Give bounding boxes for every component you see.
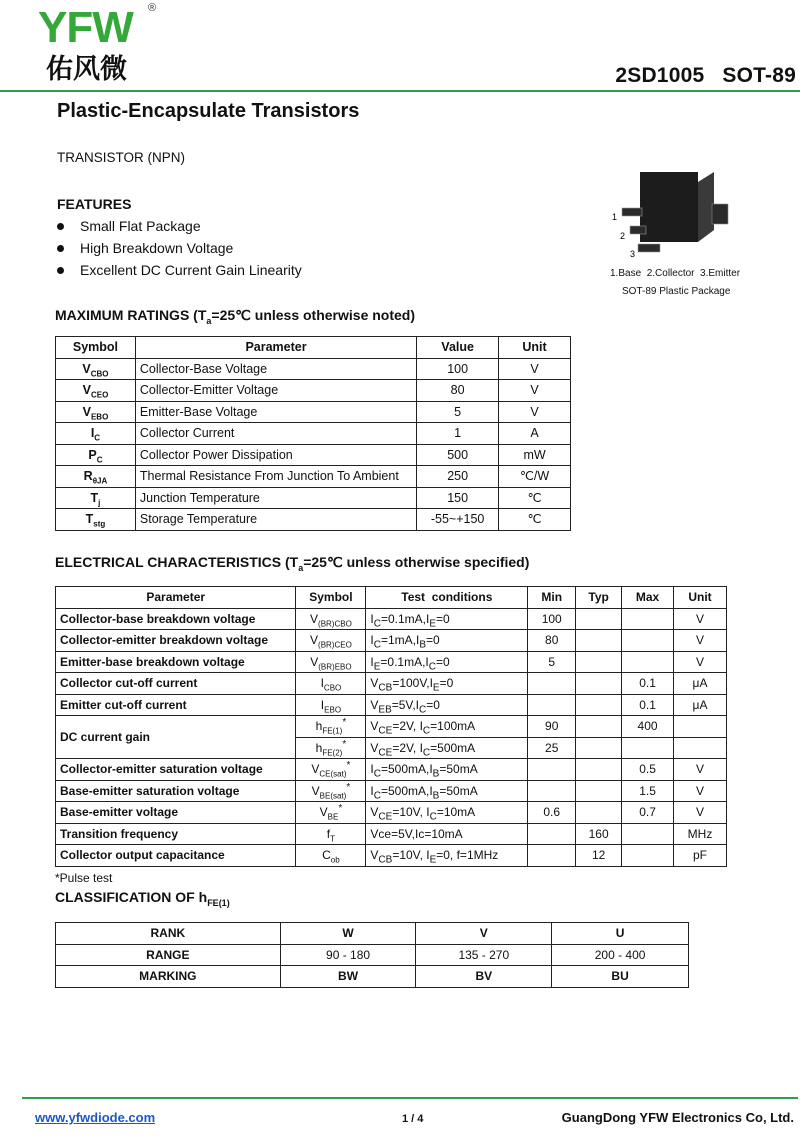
max-cell	[622, 823, 674, 845]
column-header: Value	[417, 337, 499, 359]
min-cell	[528, 759, 576, 781]
typ-cell	[576, 630, 622, 652]
parameter-cell: Collector cut-off current	[56, 673, 296, 695]
symbol-cell: $T_{stg}$	[56, 509, 136, 531]
parameter-cell: DC current gain	[56, 716, 296, 759]
unit-cell	[674, 716, 727, 738]
pin-3-lead	[638, 244, 660, 252]
value-cell: 500	[417, 444, 499, 466]
column-header: Test conditions	[366, 587, 528, 609]
feature-item: High Breakdown Voltage	[57, 240, 233, 256]
max-cell: 0.1	[622, 694, 674, 716]
symbol-cell: $f_T$	[296, 823, 366, 845]
value-cell: -55~+150	[417, 509, 499, 531]
condition-cell: $V_{CE}=10V$, $I_C=10mA$	[366, 802, 528, 824]
column-header: V	[416, 923, 552, 945]
pin-3-label: 3	[630, 249, 636, 259]
max-cell	[622, 651, 674, 673]
symbol-cell: $R_{\theta JA}$	[56, 466, 136, 488]
table-row	[56, 845, 727, 867]
column-header: Min	[528, 587, 576, 609]
package-body	[640, 172, 698, 242]
classification-heading: CLASSIFICATION OF $h_{FE(1)}$	[55, 889, 230, 908]
min-cell: 100	[528, 608, 576, 630]
unit-cell: V	[674, 608, 727, 630]
features-heading: FEATURES	[57, 196, 132, 212]
symbol-cell: $T_j$	[56, 487, 136, 509]
page-title: Plastic-Encapsulate Transistors	[57, 100, 360, 122]
condition-cell: $I_C=500mA,I_B=50mA$	[366, 759, 528, 781]
unit-cell: mW	[499, 444, 571, 466]
table-row	[56, 358, 571, 380]
max-cell: 0.1	[622, 673, 674, 695]
min-cell	[528, 823, 576, 845]
condition-cell: $I_C=1mA,I_B=0$	[366, 630, 528, 652]
symbol-cell: $V_{BE(sat)}^*$	[296, 780, 366, 802]
classification-cell: 200 - 400	[552, 944, 689, 966]
website-link[interactable]: www.yfwdiode.com	[35, 1110, 156, 1125]
min-cell: 90	[528, 716, 576, 738]
unit-cell: ℃	[499, 487, 571, 509]
feature-item: Excellent DC Current Gain Linearity	[57, 262, 302, 278]
classification-cell: 90 - 180	[280, 944, 416, 966]
symbol-cell: $P_C$	[56, 444, 136, 466]
parameter-cell: Collector-Emitter Voltage	[135, 380, 416, 402]
max-cell: 0.7	[622, 802, 674, 824]
value-cell: 1	[417, 423, 499, 445]
header-rule	[0, 90, 800, 92]
table-row	[56, 716, 727, 738]
classification-cell: 135 - 270	[416, 944, 552, 966]
condition-cell: $V_{CB}=10V$, $I_E=0$, f=1MHz	[366, 845, 528, 867]
table-row	[56, 759, 727, 781]
parameter-cell: Collector output capacitance	[56, 845, 296, 867]
parameter-cell: Collector Current	[135, 423, 416, 445]
condition-cell: $I_C=500mA,I_B=50mA$	[366, 780, 528, 802]
typ-cell	[576, 673, 622, 695]
footer-rule	[22, 1097, 798, 1099]
classification-cell: RANGE	[56, 944, 281, 966]
parameter-cell: Emitter cut-off current	[56, 694, 296, 716]
typ-cell	[576, 651, 622, 673]
table-header-row	[56, 923, 689, 945]
unit-cell: μA	[674, 694, 727, 716]
pulse-test-note: *Pulse test	[55, 871, 113, 885]
column-header: RANK	[56, 923, 281, 945]
max-cell	[622, 845, 674, 867]
symbol-cell: $V_{CE(sat)}^*$	[296, 759, 366, 781]
package-caption: SOT-89 Plastic Package	[622, 286, 731, 297]
column-header: Unit	[674, 587, 727, 609]
column-header: Typ	[576, 587, 622, 609]
parameter-cell: Thermal Resistance From Junction To Ambient	[135, 466, 416, 488]
typ-cell	[576, 802, 622, 824]
symbol-cell: $C_{ob}$	[296, 845, 366, 867]
table-row	[56, 630, 727, 652]
value-cell: 150	[417, 487, 499, 509]
max-ratings-heading: MAXIMUM RATINGS ($T_a=25℃$ unless otherwise noted)	[55, 307, 416, 326]
parameter-cell: Collector-Base Voltage	[135, 358, 416, 380]
condition-cell: $I_C=0.1mA,I_E=0$	[366, 608, 528, 630]
typ-cell	[576, 694, 622, 716]
unit-cell: pF	[674, 845, 727, 867]
min-cell: 80	[528, 630, 576, 652]
unit-cell	[674, 737, 727, 759]
min-cell: 5	[528, 651, 576, 673]
table-row	[56, 509, 571, 531]
company-name: GuangDong YFW Electronics Co, Ltd.	[561, 1110, 794, 1125]
table-row	[56, 401, 571, 423]
typ-cell	[576, 780, 622, 802]
unit-cell: V	[674, 802, 727, 824]
min-cell	[528, 673, 576, 695]
max-cell: 400	[622, 716, 674, 738]
unit-cell: V	[674, 630, 727, 652]
symbol-cell: $h_{FE(2)}^*$	[296, 737, 366, 759]
bullet-icon	[57, 245, 64, 252]
parameter-cell: Emitter-Base Voltage	[135, 401, 416, 423]
typ-cell: 160	[576, 823, 622, 845]
table-row	[56, 694, 727, 716]
symbol-cell: $V_{CEO}$	[56, 380, 136, 402]
parameter-cell: Storage Temperature	[135, 509, 416, 531]
column-header: Symbol	[296, 587, 366, 609]
unit-cell: V	[499, 401, 571, 423]
symbol-cell: $V_{BE}^*$	[296, 802, 366, 824]
min-cell	[528, 845, 576, 867]
max-cell	[622, 630, 674, 652]
parameter-cell: Base-emitter saturation voltage	[56, 780, 296, 802]
logo-wordmark: YFW	[38, 3, 133, 52]
part-number-header: 2SD1005 SOT-89	[615, 64, 796, 87]
pin-2-label: 2	[620, 231, 626, 241]
min-cell	[528, 694, 576, 716]
min-cell	[528, 780, 576, 802]
parameter-cell: Collector-emitter breakdown voltage	[56, 630, 296, 652]
logo-chinese-name: 佑风微	[46, 54, 127, 85]
feature-item: Small Flat Package	[57, 218, 201, 234]
table-header-row	[56, 587, 727, 609]
electrical-characteristics-table	[55, 586, 727, 867]
page-number: 1 / 4	[402, 1113, 424, 1125]
symbol-cell: $V_{(BR)EBO}$	[296, 651, 366, 673]
symbol-cell: $I_{CBO}$	[296, 673, 366, 695]
table-row	[56, 444, 571, 466]
symbol-cell: $I_{EBO}$	[296, 694, 366, 716]
condition-cell: $I_E=0.1mA,I_C=0$	[366, 651, 528, 673]
value-cell: 80	[417, 380, 499, 402]
bullet-icon	[57, 267, 64, 274]
column-header: W	[280, 923, 416, 945]
max-cell	[622, 608, 674, 630]
min-cell: 25	[528, 737, 576, 759]
parameter-cell: Collector-base breakdown voltage	[56, 608, 296, 630]
package-side	[698, 172, 714, 242]
unit-cell: MHz	[674, 823, 727, 845]
symbol-cell: $V_{(BR)CEO}$	[296, 630, 366, 652]
table-row	[56, 423, 571, 445]
pin-1-label: 1	[612, 212, 618, 222]
max-cell: 1.5	[622, 780, 674, 802]
table-row	[56, 608, 727, 630]
unit-cell: A	[499, 423, 571, 445]
table-row	[56, 487, 571, 509]
typ-cell: 12	[576, 845, 622, 867]
max-cell: 0.5	[622, 759, 674, 781]
typ-cell	[576, 608, 622, 630]
condition-cell: $V_{CE}=2V$, $I_C=500mA$	[366, 737, 528, 759]
unit-cell: V	[674, 651, 727, 673]
pin-2-lead	[630, 226, 646, 234]
unit-cell: V	[674, 759, 727, 781]
column-header: U	[552, 923, 689, 945]
table-row	[56, 466, 571, 488]
symbol-cell: $V_{(BR)CBO}$	[296, 608, 366, 630]
column-header: Parameter	[56, 587, 296, 609]
table-row	[56, 802, 727, 824]
unit-cell: V	[499, 358, 571, 380]
condition-cell: $V_{CE}=2V$, $I_C=100mA$	[366, 716, 528, 738]
electrical-heading: ELECTRICAL CHARACTERISTICS ($T_a=25℃$ unless otherwise specified)	[55, 554, 530, 573]
classification-cell: BU	[552, 966, 689, 988]
symbol-cell: $V_{EBO}$	[56, 401, 136, 423]
parameter-cell: Base-emitter voltage	[56, 802, 296, 824]
parameter-cell: Transition frequency	[56, 823, 296, 845]
typ-cell	[576, 716, 622, 738]
collector-tab	[712, 204, 728, 224]
value-cell: 5	[417, 401, 499, 423]
table-row	[56, 380, 571, 402]
column-header: Max	[622, 587, 674, 609]
unit-cell: V	[499, 380, 571, 402]
classification-cell: BV	[416, 966, 552, 988]
value-cell: 250	[417, 466, 499, 488]
typ-cell	[576, 737, 622, 759]
registered-mark: ®	[148, 2, 157, 14]
max-cell	[622, 737, 674, 759]
table-row	[56, 966, 689, 988]
max-ratings-table	[55, 336, 571, 531]
unit-cell: V	[674, 780, 727, 802]
bullet-icon	[57, 223, 64, 230]
condition-cell: $V_{CB}=100V,I_E=0$	[366, 673, 528, 695]
condition-cell: Vce=5V,Ic=10mA	[366, 823, 528, 845]
unit-cell: ℃/W	[499, 466, 571, 488]
table-row	[56, 780, 727, 802]
classification-cell: MARKING	[56, 966, 281, 988]
parameter-cell: Emitter-base breakdown voltage	[56, 651, 296, 673]
table-header-row	[56, 337, 571, 359]
condition-cell: $V_{EB}=5V,I_C=0$	[366, 694, 528, 716]
unit-cell: μA	[674, 673, 727, 695]
symbol-cell: $h_{FE(1)}^*$	[296, 716, 366, 738]
table-row	[56, 673, 727, 695]
device-type: TRANSISTOR (NPN)	[57, 150, 186, 165]
parameter-cell: Collector Power Dissipation	[135, 444, 416, 466]
symbol-cell: $I_C$	[56, 423, 136, 445]
column-header: Symbol	[56, 337, 136, 359]
column-header: Parameter	[135, 337, 416, 359]
table-row	[56, 944, 689, 966]
parameter-cell: Collector-emitter saturation voltage	[56, 759, 296, 781]
symbol-cell: $V_{CBO}$	[56, 358, 136, 380]
pinout-caption: 1.Base 2.Collector 3.Emitter	[610, 268, 741, 279]
column-header: Unit	[499, 337, 571, 359]
unit-cell: ℃	[499, 509, 571, 531]
sot89-package-illustration	[600, 168, 750, 268]
min-cell: 0.6	[528, 802, 576, 824]
value-cell: 100	[417, 358, 499, 380]
classification-cell: BW	[280, 966, 416, 988]
pin-1-lead	[622, 208, 642, 216]
typ-cell	[576, 759, 622, 781]
table-row	[56, 651, 727, 673]
parameter-cell: Junction Temperature	[135, 487, 416, 509]
table-row	[56, 823, 727, 845]
classification-table	[55, 922, 689, 988]
